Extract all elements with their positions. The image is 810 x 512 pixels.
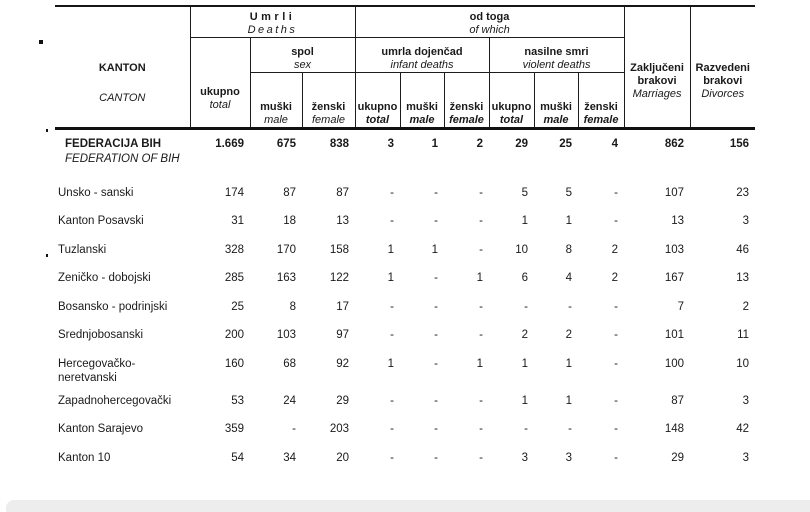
data-cell: -: [479, 329, 483, 341]
data-cell: 34: [283, 451, 296, 464]
scan-artifact-dot: [39, 40, 43, 44]
col-header-violent-male: [534, 73, 578, 129]
data-cell: -: [568, 423, 572, 435]
data-cell: 122: [329, 272, 349, 284]
data-cell: 53: [231, 394, 244, 407]
data-cell: 1.669: [215, 138, 244, 150]
scan-artifact-dot: [46, 129, 48, 132]
data-cell: 8: [289, 300, 296, 313]
infant-total-bs: ukupno: [357, 101, 398, 113]
data-cell: 285: [224, 272, 244, 284]
data-cell: 17: [336, 300, 349, 313]
data-cell: 11: [737, 329, 750, 341]
data-cell: 1: [521, 394, 528, 407]
data-cell: -: [614, 329, 619, 341]
data-cell: 29: [336, 394, 349, 407]
data-cell: 163: [276, 272, 296, 284]
violent-male-en: male: [543, 114, 569, 126]
data-cell: -: [614, 300, 619, 313]
violent-deaths-label-bs: nasilne smri: [524, 46, 589, 58]
violent-total-en: total: [499, 114, 524, 126]
col-header-deaths-female: [302, 73, 355, 129]
data-cell: -: [390, 329, 394, 341]
table-row-unsko-sanski: [55, 177, 755, 206]
infant-female-bs: ženski: [449, 101, 484, 113]
data-cell: 87: [283, 186, 296, 199]
table-row-zenicko-dobojski: [55, 262, 755, 291]
data-cell: 174: [224, 186, 244, 199]
data-cell: 20: [336, 451, 349, 464]
data-cell: 2: [742, 300, 750, 313]
canton-name: Srednjobosanski: [58, 329, 144, 341]
data-cell: 160: [224, 357, 244, 370]
data-cell: -: [479, 394, 483, 407]
data-cell: 675: [276, 138, 296, 150]
data-cell: 1: [565, 394, 572, 407]
data-cell: -: [614, 357, 619, 370]
col-header-infant-female: [444, 73, 489, 129]
data-cell: -: [614, 215, 619, 227]
data-cell: 31: [231, 215, 244, 227]
data-cell: -: [479, 215, 483, 227]
data-cell: 838: [329, 138, 349, 150]
data-cell: -: [479, 243, 483, 256]
divorces-label-en: Divorces: [701, 88, 745, 100]
table-row-bosansko-podrinjski: [55, 291, 755, 320]
table-row-kanton-posavski: [55, 205, 755, 234]
data-cell: 2: [611, 243, 619, 256]
data-cell: -: [390, 300, 394, 313]
data-cell: -: [479, 423, 483, 435]
canton-name: FEDERACIJA BIH FEDERATION OF BIH: [65, 138, 180, 165]
marriages-label-bs2: brakovi: [637, 75, 677, 87]
of-which-label-bs: od toga: [469, 11, 510, 23]
scan-artifact-dot: [46, 254, 48, 257]
col-header-infant-total: [355, 73, 400, 129]
data-cell: 1: [521, 215, 528, 227]
data-cell: 1: [476, 357, 483, 370]
data-cell: -: [390, 215, 394, 227]
canton-name: Tuzlanski: [58, 243, 107, 256]
data-cell: 87: [671, 394, 685, 407]
data-cell: 3: [565, 451, 572, 464]
data-cell: 3: [742, 394, 750, 407]
data-cell: 1: [387, 243, 394, 256]
male-en: male: [264, 114, 288, 126]
data-cell: -: [390, 186, 394, 199]
data-cell: 2: [565, 329, 572, 341]
table-row-kanton-sarajevo: [55, 413, 755, 442]
data-cell: 156: [729, 138, 750, 150]
col-group-of-which: [355, 6, 624, 38]
data-cell: 100: [664, 357, 685, 370]
data-cell: -: [434, 357, 438, 370]
data-cell: 5: [565, 186, 572, 199]
data-cell: 3: [387, 138, 394, 150]
violent-male-bs: muški: [540, 101, 572, 113]
data-cell: 13: [736, 272, 750, 284]
infant-female-en: female: [449, 114, 484, 126]
data-cell: 1: [387, 357, 394, 370]
violent-female-bs: ženski: [584, 101, 618, 113]
sex-label-en: sex: [293, 59, 312, 71]
col-header-deaths-total: [190, 38, 250, 129]
data-cell: -: [434, 186, 438, 199]
data-cell: 23: [736, 186, 750, 199]
data-cell: 4: [565, 272, 572, 284]
col-group-deaths: [190, 6, 355, 38]
data-cell: 359: [224, 423, 244, 435]
data-cell: 10: [736, 357, 750, 370]
table-row-hercegovacko-neretvanski: [55, 348, 755, 385]
data-cell: 68: [283, 357, 296, 370]
deaths-total-bs: ukupno: [200, 86, 240, 98]
data-cell: -: [434, 300, 438, 313]
data-cell: 13: [336, 215, 349, 227]
data-cell: 328: [224, 243, 244, 256]
data-cell: 13: [671, 215, 685, 227]
canton-label-bs: KANTON: [98, 62, 146, 74]
col-header-canton: [55, 6, 190, 129]
table-row-tuzlanski: [55, 234, 755, 263]
data-cell: 203: [329, 423, 349, 435]
data-cell: 1: [565, 357, 572, 370]
data-cell: 10: [515, 243, 528, 256]
marriages-label-bs1: Zaključeni: [630, 62, 684, 74]
data-cell: 200: [224, 329, 244, 341]
col-header-violent-female: [578, 73, 624, 129]
data-cell: 3: [742, 451, 750, 464]
data-cell: -: [434, 394, 438, 407]
data-cell: 24: [283, 394, 296, 407]
data-cell: -: [614, 451, 619, 464]
col-header-marriages: [624, 6, 690, 129]
deaths-label-en: Deaths: [247, 24, 298, 36]
deaths-total-en: total: [209, 99, 231, 111]
canton-name: Unsko - sanski: [58, 186, 134, 199]
data-cell: 158: [329, 243, 349, 256]
data-cell: 7: [677, 300, 685, 313]
data-cell: -: [434, 451, 438, 464]
col-header-deaths-male: [250, 73, 302, 129]
data-cell: 862: [664, 138, 685, 150]
data-cell: 167: [664, 272, 685, 284]
data-cell: 3: [521, 451, 528, 464]
data-cell: 6: [521, 272, 528, 284]
canton-name: Kanton Sarajevo: [58, 423, 144, 435]
table-row-federacija-bih: [55, 129, 755, 177]
data-cell: 87: [336, 186, 349, 199]
data-cell: -: [434, 423, 438, 435]
data-cell: 1: [431, 138, 438, 150]
vital-statistics-table: [55, 5, 755, 470]
table-row-kanton-10: [55, 442, 755, 471]
data-cell: 1: [476, 272, 483, 284]
data-cell: -: [434, 329, 438, 341]
data-cell: 170: [276, 243, 296, 256]
data-cell: 25: [231, 300, 244, 313]
data-cell: -: [390, 394, 394, 407]
data-cell: 1: [521, 357, 528, 370]
divorces-label-bs2: brakovi: [703, 75, 743, 87]
canton-name: Zapadnohercegovački: [58, 394, 172, 407]
data-cell: 103: [664, 243, 685, 256]
data-cell: -: [614, 186, 619, 199]
male-bs: muški: [260, 101, 292, 113]
data-cell: 18: [283, 215, 296, 227]
data-cell: 97: [336, 329, 349, 341]
data-cell: 1: [431, 243, 438, 256]
data-cell: -: [292, 423, 296, 435]
data-cell: -: [390, 451, 394, 464]
data-cell: 2: [521, 329, 528, 341]
infant-deaths-label-bs: umrla dojenčad: [381, 46, 463, 58]
data-cell: 2: [611, 272, 619, 284]
col-group-violent-deaths: [489, 38, 624, 73]
col-header-divorces: [690, 6, 755, 129]
infant-male-en: male: [409, 114, 435, 126]
table-row-srednjobosanski: [55, 319, 755, 348]
sex-label-bs: spol: [291, 46, 314, 58]
infant-deaths-label-en: infant deaths: [390, 59, 454, 71]
violent-total-bs: ukupno: [491, 101, 532, 113]
marriages-label-en: Marriages: [632, 88, 682, 100]
data-cell: -: [390, 423, 394, 435]
data-cell: 103: [276, 329, 296, 341]
data-cell: -: [479, 186, 483, 199]
data-cell: -: [479, 451, 483, 464]
of-which-label-en: of which: [469, 24, 510, 36]
violent-deaths-label-en: violent deaths: [522, 59, 591, 71]
violent-female-en: female: [583, 114, 619, 126]
data-cell: 3: [742, 215, 750, 227]
data-cell: 29: [515, 138, 528, 150]
data-cell: -: [614, 394, 619, 407]
canton-name: Zeničko - dobojski: [58, 272, 151, 284]
data-cell: -: [479, 300, 483, 313]
female-en: female: [311, 114, 346, 126]
data-cell: -: [614, 423, 619, 435]
female-bs: ženski: [311, 101, 346, 113]
data-cell: 29: [671, 451, 685, 464]
data-cell: 148: [664, 423, 685, 435]
data-cell: 4: [611, 138, 619, 150]
col-group-infant-deaths: [355, 38, 489, 73]
canton-label-en: CANTON: [99, 92, 146, 104]
data-cell: 54: [231, 451, 244, 464]
data-cell: 101: [664, 329, 685, 341]
data-cell: -: [434, 215, 438, 227]
col-header-violent-total: [489, 73, 534, 129]
data-cell: 46: [736, 243, 750, 256]
data-cell: -: [434, 272, 438, 284]
canton-name: Kanton Posavski: [58, 215, 144, 227]
table-row-zapadnohercegovacki: [55, 385, 755, 414]
data-cell: -: [524, 300, 528, 313]
page-edge-strip: [6, 500, 810, 512]
data-cell: 5: [521, 186, 528, 199]
data-cell: 8: [565, 243, 572, 256]
deaths-label-bs: Umrli: [249, 11, 296, 23]
data-cell: 2: [476, 138, 483, 150]
data-cell: 1: [565, 215, 572, 227]
canton-name: Kanton 10: [58, 451, 111, 464]
data-cell: 25: [559, 138, 572, 150]
canton-name: Hercegovačko-neretvanski: [58, 357, 136, 384]
infant-male-bs: muški: [406, 101, 438, 113]
data-cell: -: [568, 300, 572, 313]
col-group-sex: [250, 38, 355, 73]
infant-total-en: total: [365, 114, 390, 126]
canton-name: Bosansko - podrinjski: [58, 300, 168, 313]
data-cell: 42: [736, 423, 750, 435]
divorces-label-bs1: Razvedeni: [695, 62, 750, 74]
data-cell: 107: [664, 186, 685, 199]
data-cell: 1: [387, 272, 394, 284]
data-cell: 92: [336, 357, 349, 370]
data-cell: -: [524, 423, 528, 435]
col-header-infant-male: [400, 73, 444, 129]
